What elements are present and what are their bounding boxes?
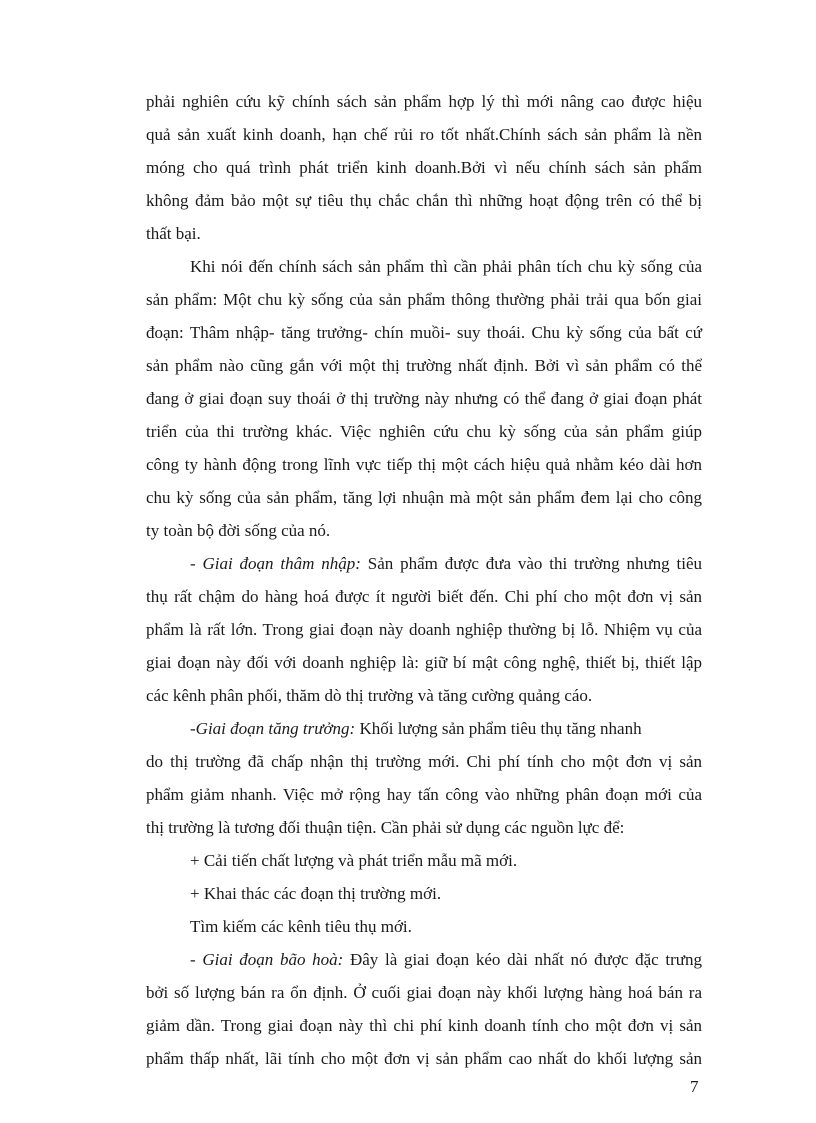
- text-line: các kênh phân phối, thăm dò thị trường và tăng cường quảng cáo.: [146, 686, 593, 705]
- text-span: Sản phẩm được đưa vào thi trường nhưng tiêu: [360, 554, 703, 573]
- text-line: móng cho quá trình phát triển kinh doanh.Bởi vì nếu chính sách sản phẩm: [146, 158, 702, 177]
- text-line: phải nghiên cứu kỹ chính sách sản phẩm hợp lý thì mới nâng cao được hiệu: [146, 92, 702, 111]
- text-line: đoạn: Thâm nhập- tăng trưởng- chín muồi- suy thoái. Chu kỳ sống của bất cứ: [146, 323, 702, 342]
- text-line: thụ rất chậm do hàng hoá được ít người biết đến. Chi phí cho một đơn vị sản: [146, 587, 702, 606]
- text-line: thất bại.: [146, 224, 201, 243]
- text-line: giai đoạn này đối với doanh nghiệp là: giữ bí mật công nghệ, thiết bị, thiết lập: [146, 653, 702, 672]
- text-line: giảm dần. Trong giai đoạn này thì chi phí kinh doanh tính cho một đơn vị sản: [146, 1016, 702, 1035]
- section-label: -Giai đoạn tăng trưởng:: [190, 719, 356, 738]
- text-line: quả sản xuất kinh doanh, hạn chế rủi ro tốt nhất.Chính sách sản phẩm là nền: [146, 125, 702, 144]
- text-line: ty toàn bộ đời sống của nó.: [146, 521, 331, 540]
- bullet-line: + Cải tiến chất lượng và phát triển mẫu mã mới.: [190, 851, 518, 870]
- text-line: [190, 719, 702, 739]
- text-line: đang ở giai đoạn suy thoái ở thị trường này nhưng có thể đang ở giai đoạn phát: [146, 389, 702, 408]
- text-line: [190, 554, 702, 574]
- section-label: - Giai đoạn thâm nhập:: [190, 554, 361, 573]
- text-line: triển của thi trường khác. Việc nghiên cứu chu kỳ sống của sản phẩm giúp: [146, 422, 702, 441]
- text-span: Khối lượng sản phẩm tiêu thụ tăng nhanh: [355, 719, 642, 738]
- text-line: phẩm giảm nhanh. Việc mở rộng hay tấn công vào những phân đoạn mới của: [146, 785, 702, 804]
- text-line: do thị trường đã chấp nhận thị trường mới. Chi phí tính cho một đơn vị sản: [146, 752, 702, 771]
- text-line: phẩm thấp nhất, lãi tính cho một đơn vị sản phẩm cao nhất do khối lượng sản: [146, 1049, 702, 1068]
- text-line: thị trường là tương đối thuận tiện. Cần phải sử dụng các nguồn lực để:: [146, 818, 625, 837]
- bullet-line: + Khai thác các đoạn thị trường mới.: [190, 884, 442, 903]
- text-span: Đây là giai đoạn kéo dài nhất nó được đặc trưng: [343, 950, 702, 969]
- text-line: chu kỳ sống của sản phẩm, tăng lợi nhuận mà một sản phẩm đem lại cho công: [146, 488, 702, 507]
- text-line: sản phẩm: Một chu kỳ sống của sản phẩm thông thường phải trải qua bốn giai: [146, 290, 702, 309]
- text-line: không đảm bảo một sự tiêu thụ chắc chắn thì những hoạt động trên có thể bị: [146, 191, 702, 210]
- text-line: [190, 950, 702, 970]
- page-number: 7: [690, 1077, 699, 1096]
- text-line: sản phẩm nào cũng gắn với một thị trường nhất định. Bởi vì sản phẩm có thể: [146, 356, 702, 375]
- text-line: công ty hành động trong lĩnh vực tiếp thị một cách hiệu quả nhằm kéo dài hơn: [146, 455, 702, 474]
- bullet-line: Tìm kiếm các kênh tiêu thụ mới.: [190, 917, 412, 936]
- text-line: Khi nói đến chính sách sản phẩm thì cần phải phân tích chu kỳ sống của: [190, 257, 702, 276]
- text-line: phẩm là rất lớn. Trong giai đoạn này doanh nghiệp thường bị lỗ. Nhiệm vụ của: [146, 620, 702, 639]
- text-line: bởi số lượng bán ra ổn định. Ở cuối giai đoạn này khối lượng hàng hoá bán ra: [146, 983, 702, 1002]
- section-label: - Giai đoạn bão hoà:: [190, 950, 344, 969]
